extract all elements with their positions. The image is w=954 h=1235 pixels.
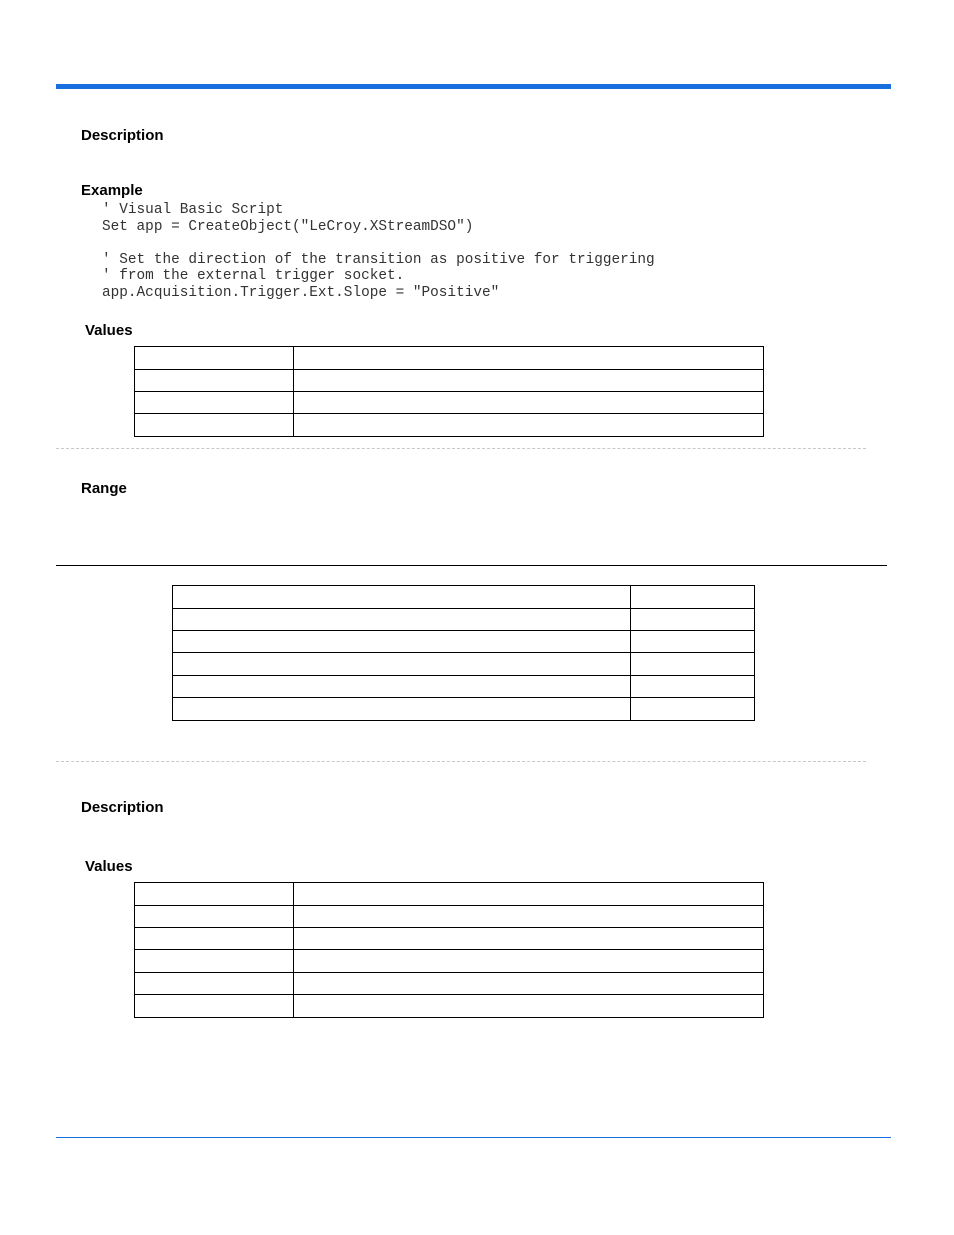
section-divider — [56, 761, 866, 762]
table-cell — [294, 883, 764, 906]
table-row — [135, 370, 764, 392]
table-row — [135, 973, 764, 995]
table-cell — [173, 698, 631, 721]
table-cell — [135, 414, 294, 437]
code-line: ' from the external trigger socket. — [102, 268, 405, 284]
table-cell — [294, 906, 764, 928]
example-heading: Example — [81, 182, 143, 199]
table-cell — [294, 347, 764, 370]
table-row — [173, 698, 755, 721]
table-row — [173, 653, 755, 676]
code-line — [102, 235, 655, 252]
table-cell — [631, 609, 755, 631]
section-divider — [56, 448, 866, 449]
values-table — [134, 882, 764, 1018]
table-cell — [135, 995, 294, 1018]
code-line: ' Set the direction of the transition as positive for triggering — [102, 251, 655, 268]
table-row — [135, 347, 764, 370]
table-cell — [631, 586, 755, 609]
values-table — [134, 346, 764, 437]
table-row — [173, 609, 755, 631]
table-cell — [135, 950, 294, 973]
values-heading: Values — [85, 322, 133, 339]
table-cell — [631, 698, 755, 721]
table-cell — [135, 906, 294, 928]
range-heading: Range — [81, 480, 127, 497]
table-cell — [135, 928, 294, 950]
table-cell — [135, 392, 294, 414]
table-cell — [135, 370, 294, 392]
header-accent-bar — [56, 84, 891, 89]
table-cell — [173, 676, 631, 698]
table-cell — [294, 928, 764, 950]
code-example — [102, 202, 655, 301]
table-row — [173, 586, 755, 609]
table-cell — [135, 883, 294, 906]
table-cell — [294, 995, 764, 1018]
table-cell — [173, 586, 631, 609]
description-heading: Description — [81, 127, 164, 144]
code-line: Set app = CreateObject("LeCroy.XStreamDSO") — [102, 218, 474, 235]
values-heading: Values — [85, 858, 133, 875]
table-row — [135, 392, 764, 414]
table-cell — [135, 973, 294, 995]
table-cell — [294, 973, 764, 995]
range-table — [172, 585, 755, 721]
table-cell — [631, 653, 755, 676]
description-heading: Description — [81, 799, 164, 816]
table-row — [135, 906, 764, 928]
table-row — [135, 928, 764, 950]
table-cell — [294, 370, 764, 392]
table-row — [173, 631, 755, 653]
table-cell — [294, 392, 764, 414]
code-line: app.Acquisition.Trigger.Ext.Slope = "Positive" — [102, 284, 500, 301]
table-row — [173, 676, 755, 698]
horizontal-rule — [56, 565, 887, 566]
table-cell — [294, 950, 764, 973]
table-cell — [631, 631, 755, 653]
table-cell — [294, 414, 764, 437]
table-row — [135, 950, 764, 973]
table-row — [135, 414, 764, 437]
table-row — [135, 995, 764, 1018]
table-cell — [173, 653, 631, 676]
table-row — [135, 883, 764, 906]
table-cell — [135, 347, 294, 370]
table-cell — [173, 631, 631, 653]
code-line: ' Visual Basic Script — [102, 202, 284, 218]
table-cell — [631, 676, 755, 698]
table-cell — [173, 609, 631, 631]
footer-rule — [56, 1137, 891, 1138]
